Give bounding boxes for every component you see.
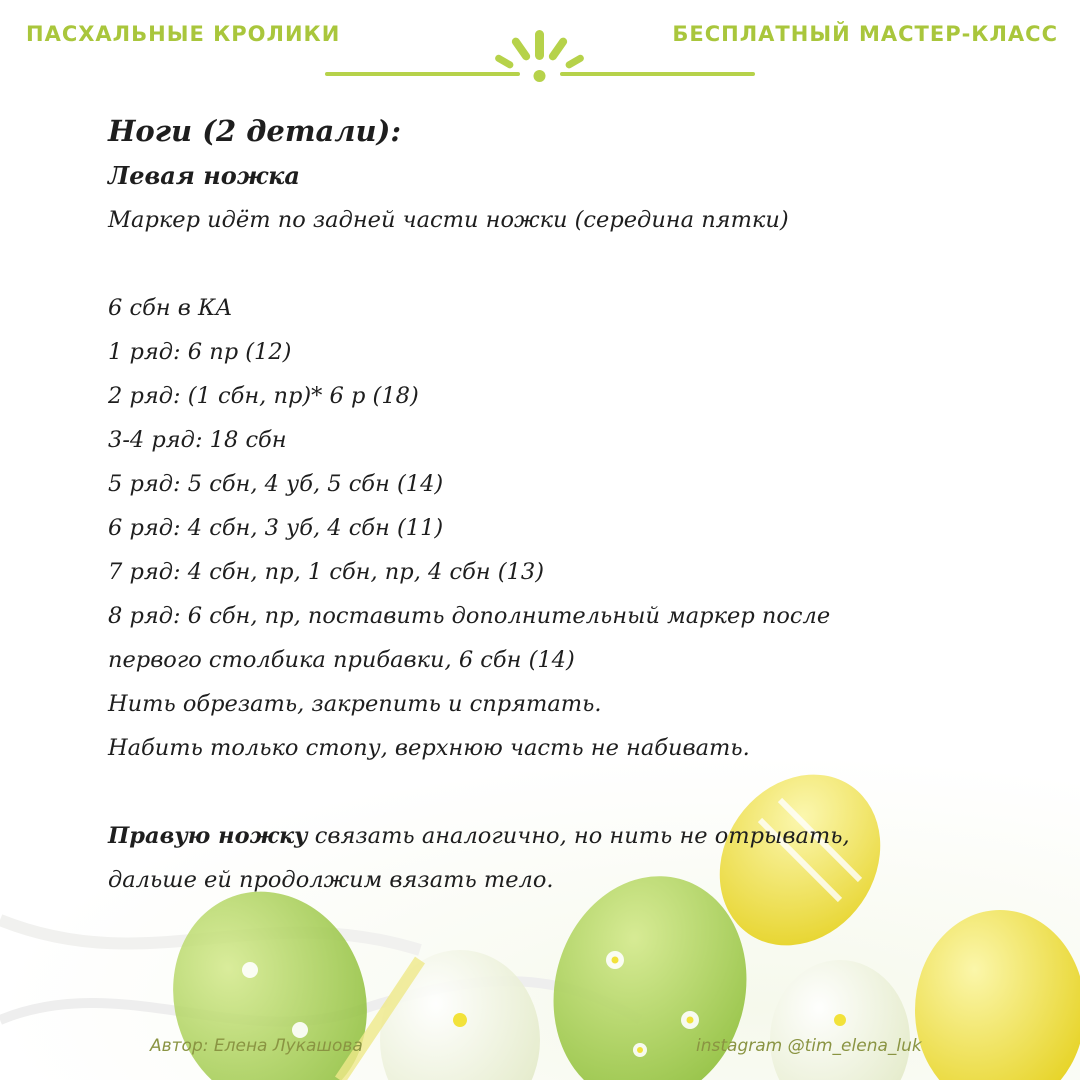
header-right-title: БЕСПЛАТНЫЙ МАСТЕР-КЛАСС <box>672 22 1058 46</box>
spacer <box>108 770 1008 814</box>
pattern-row: 2 ряд: (1 сбн, пр)* 6 р (18) <box>108 383 419 409</box>
pattern-row: 6 сбн в КА <box>108 295 233 321</box>
header-divider-left <box>325 72 520 76</box>
instagram-handle: instagram @tim_elena_luk <box>696 1036 922 1056</box>
right-leg-rest: связать аналогично, но нить не отрывать, <box>307 823 850 849</box>
pattern-row: 7 ряд: 4 сбн, пр, 1 сбн, пр, 4 сбн (13) <box>108 559 544 585</box>
spacer <box>108 242 1008 286</box>
marker-intro: Маркер идёт по задней части ножки (середина пятки) <box>108 207 789 233</box>
header <box>0 0 1080 100</box>
pattern-row: первого столбика прибавки, 6 сбн (14) <box>108 647 575 673</box>
right-leg-note <box>108 814 1008 858</box>
pattern-row: 8 ряд: 6 сбн, пр, поставить дополнительный маркер после <box>108 603 831 629</box>
pattern-row: Нить обрезать, закрепить и спрятать. <box>108 691 602 717</box>
pattern-row: 5 ряд: 5 сбн, 4 уб, 5 сбн (14) <box>108 471 444 497</box>
header-left-title: ПАСХАЛЬНЫЕ КРОЛИКИ <box>26 22 341 46</box>
pattern-content <box>108 108 1008 902</box>
author-credit: Автор: Елена Лукашова <box>150 1036 363 1056</box>
left-leg-subtitle: Левая ножка <box>108 161 300 190</box>
header-divider-right <box>560 72 755 76</box>
right-leg-line2: дальше ей продолжим вязать тело. <box>108 867 554 893</box>
pattern-row: 3-4 ряд: 18 сбн <box>108 427 287 453</box>
section-title: Ноги (2 детали): <box>108 114 402 148</box>
pattern-row: 1 ряд: 6 пр (12) <box>108 339 292 365</box>
pattern-row: Набить только стопу, верхнюю часть не набивать. <box>108 735 750 761</box>
pattern-row: 6 ряд: 4 сбн, 3 уб, 4 сбн (11) <box>108 515 444 541</box>
right-leg-bold: Правую ножку <box>108 823 308 849</box>
